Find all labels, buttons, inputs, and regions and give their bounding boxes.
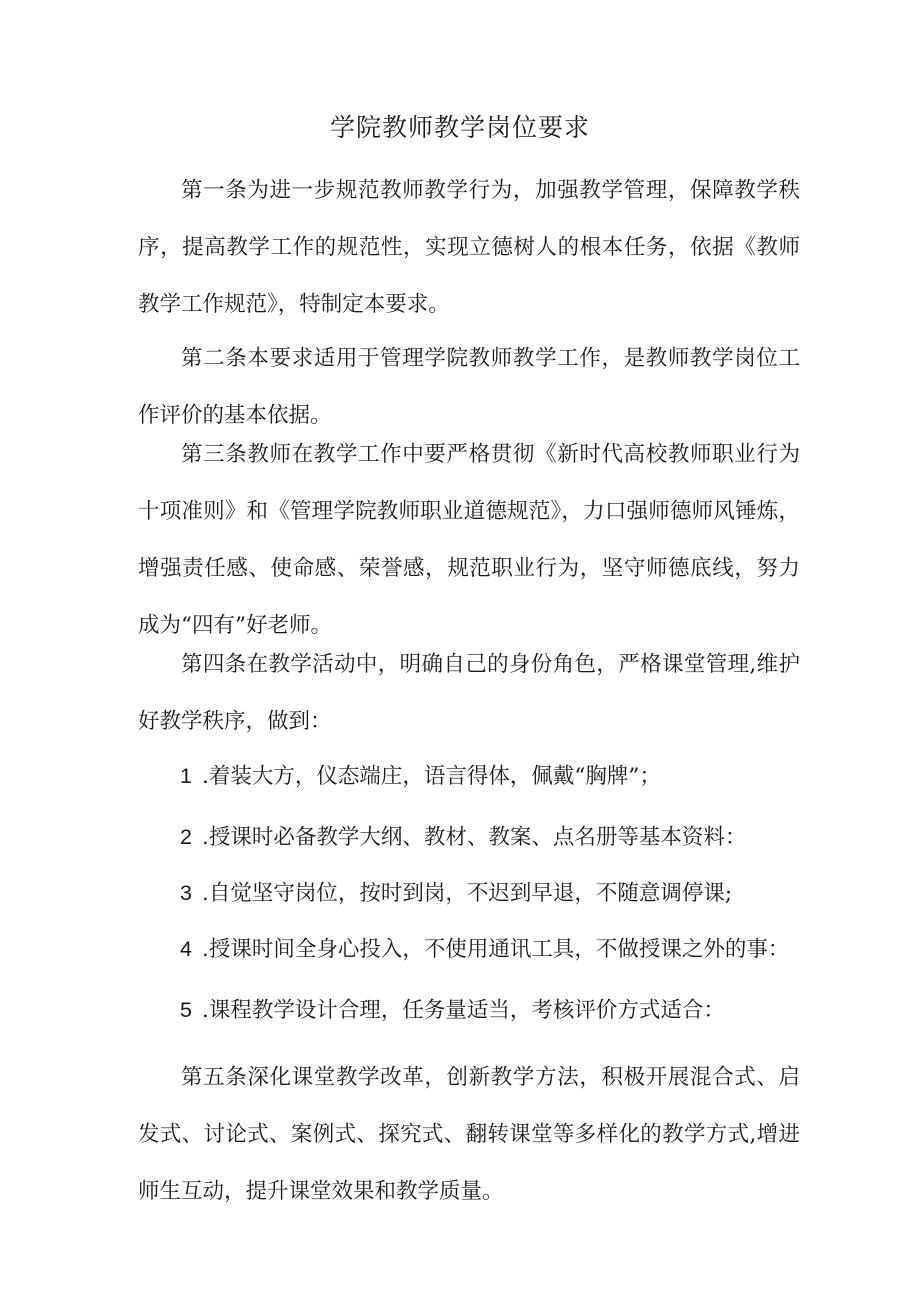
list-item <box>180 873 800 914</box>
document-title: 学院教师教学岗位要求 <box>329 113 590 142</box>
list-item <box>180 817 800 858</box>
list-item-text: .授课时必备教学大纲、教材、教案、点名册等基本资料： <box>202 825 747 850</box>
list-item-text: .自觉坚守岗位，按时到岗，不迟到早退，不随意调停课; <box>202 881 733 906</box>
list-item-text: .课程教学设计合理，任务量适当，考核评价方式适合： <box>202 998 725 1023</box>
list-item <box>180 929 800 970</box>
list-item <box>180 756 800 797</box>
list-item-number: 2 <box>180 825 192 849</box>
article-1: 第一条为进一步规范教师教学行为，加强教学管理，保障教学秩序，提高教学工作的规范性，实现立德树人的根本任务，依据《教师教学工作规范》，特制定本要求。 <box>138 178 800 317</box>
list-item-number: 3 <box>180 881 192 905</box>
list-item-text: .着装大方，仪态端庄，语言得体，佩戴“胸牌”； <box>202 764 661 789</box>
list-item-number: 4 <box>180 937 192 961</box>
list-item-number: 1 <box>180 764 192 788</box>
article-4: 第四条在教学活动中，明确自己的身份角色，严格课堂管理,维护好教学秩序，做到： <box>138 652 800 734</box>
article-3: 第三条教师在教学工作中要严格贯彻《新时代高校教师职业行为十项准则》和《管理学院教师职业道德规范》，力口强师德师风锤炼，增强责任感、使命感、荣誉感，规范职业行为，坚守师德底线，努力成为“四有”好老师。 <box>138 442 800 638</box>
article-5: 第五条深化课堂教学改革，创新教学方法，积极开展混合式、启发式、讨论式、案例式、探究式、翻转课堂等多样化的教学方式,增进师生互动，提升课堂效果和教学质量。 <box>138 1065 800 1204</box>
list-item <box>180 990 800 1031</box>
list-item-text: .授课时间全身心投入，不使用通讯工具，不做授课之外的事： <box>202 937 790 962</box>
article-2: 第二条本要求适用于管理学院教师教学工作，是教师教学岗位工作评价的基本依据。 <box>138 346 800 428</box>
list-item-number: 5 <box>180 998 192 1022</box>
